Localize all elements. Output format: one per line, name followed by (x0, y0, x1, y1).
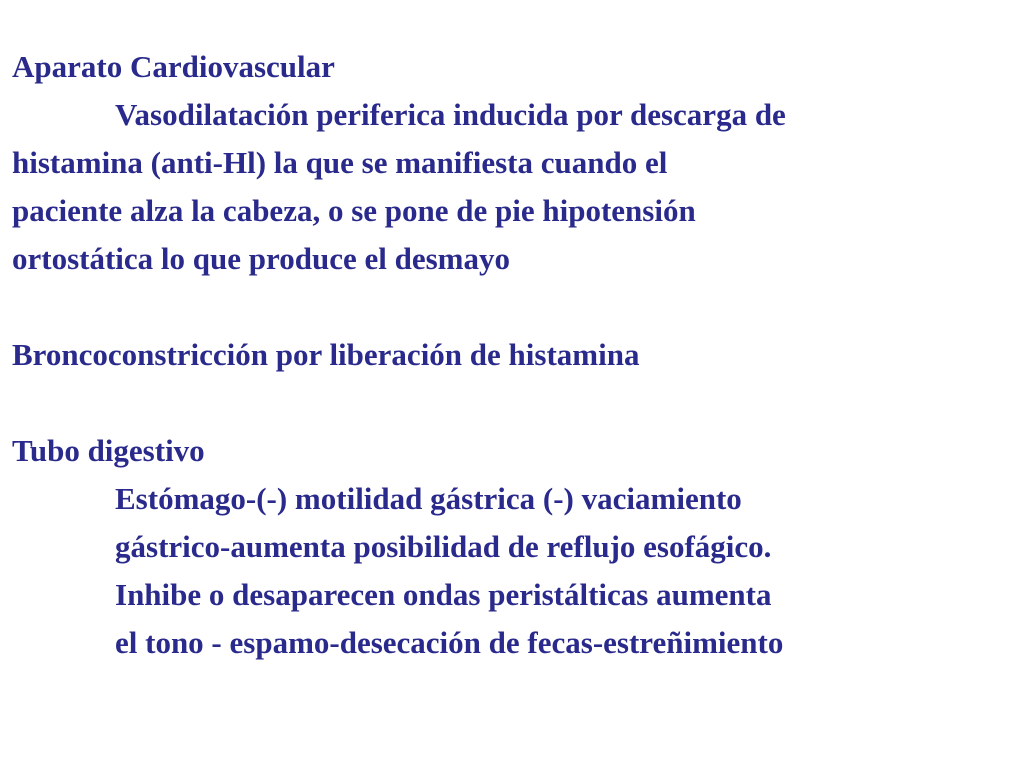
digestive-text-line: Estómago-(-) motilidad gástrica (-) vaciamiento (115, 481, 742, 516)
digestive-heading: Tubo digestivo (12, 433, 205, 468)
cardiovascular-heading: Aparato Cardiovascular (12, 49, 335, 84)
cardiovascular-text-line: paciente alza la cabeza, o se pone de pie hipotensión (12, 193, 696, 228)
digestive-text-line: el tono - espamo-desecación de fecas-estreñimiento (115, 625, 784, 660)
cardiovascular-text-line: Vasodilatación periferica inducida por descarga de (115, 97, 786, 132)
digestive-text-line: gástrico-aumenta posibilidad de reflujo esofágico. (115, 529, 772, 564)
bronchoconstriction-line: Broncoconstricción por liberación de histamina (12, 337, 640, 372)
cardiovascular-text-line: ortostática lo que produce el desmayo (12, 241, 510, 276)
cardiovascular-text-line: histamina (anti-Hl) la que se manifiesta cuando el (12, 145, 668, 180)
digestive-text-line: Inhibe o desaparecen ondas peristálticas aumenta (115, 577, 772, 612)
